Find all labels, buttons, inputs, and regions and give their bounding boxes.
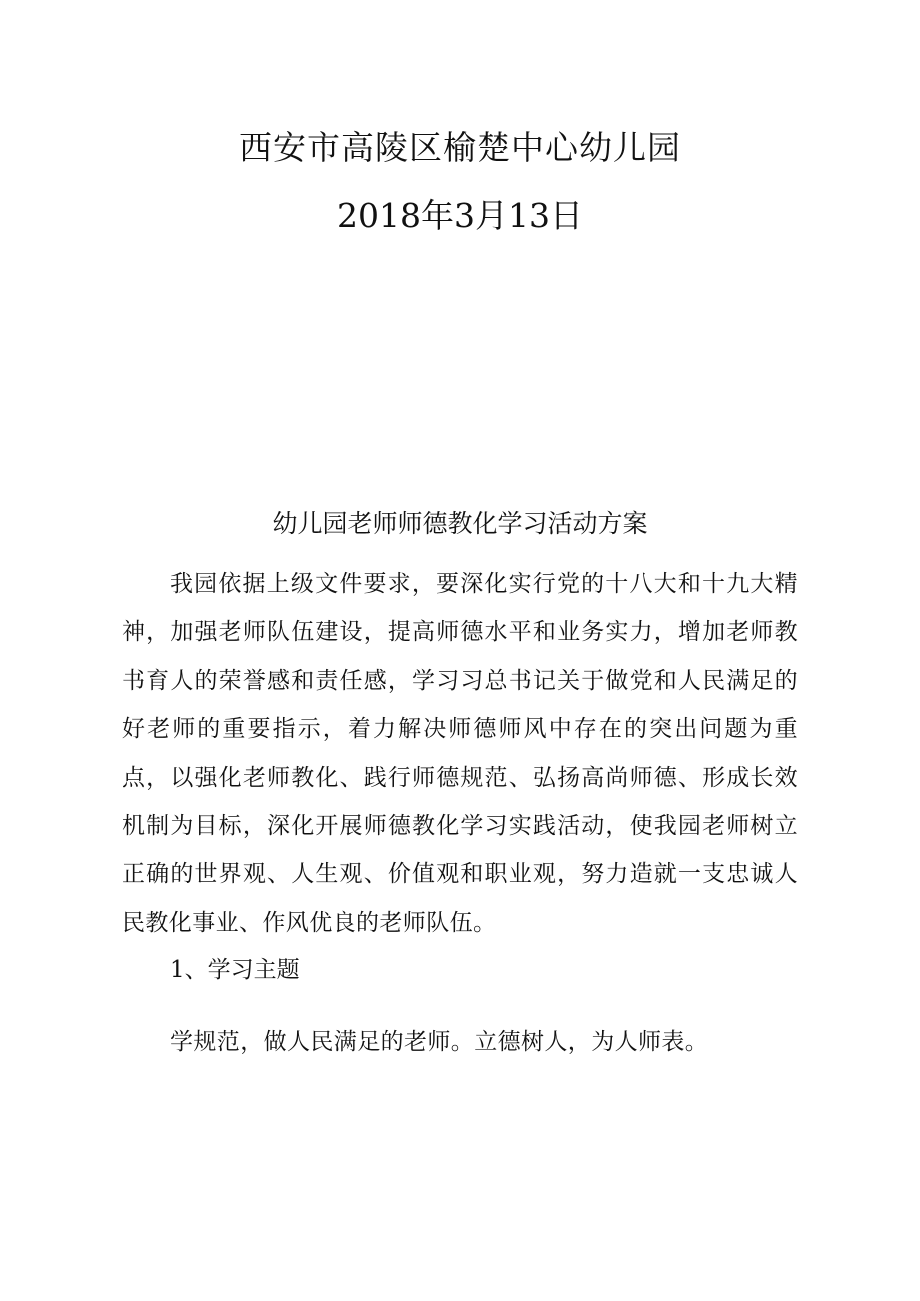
section-text: 学规范，做人民满足的老师。立德树人，为人师表。 <box>170 1029 709 1055</box>
cover-organization: 西安市高陵区榆楚中心幼儿园 <box>239 128 681 167</box>
cover-date: 2018年3月13日 <box>337 196 583 235</box>
document-title: 幼儿园老师师德教化学习活动方案 <box>272 509 648 538</box>
section-heading: 1、学习主题 <box>170 957 300 983</box>
intro-paragraph: 我园依据上级文件要求，要深化实行党的十八大和十九大精神，加强老师队伍建设，提高师德水平和业务实力，增加老师教书育人的荣誉感和责任感，学习习总书记关于做党和人民满足的好老师的重要指示，着力解决师德师风中存在的突出问题为重点，以强化老师教化、践行师德规范、弘扬高尚师德、形成长效机制为目标，深化开展师德教化学习实践活动，使我园老师树立正确的世界观、人生观、价值观和职业观，努力造就一支忠诚人民教化事业、作风优良的老师队伍。 <box>122 571 798 936</box>
